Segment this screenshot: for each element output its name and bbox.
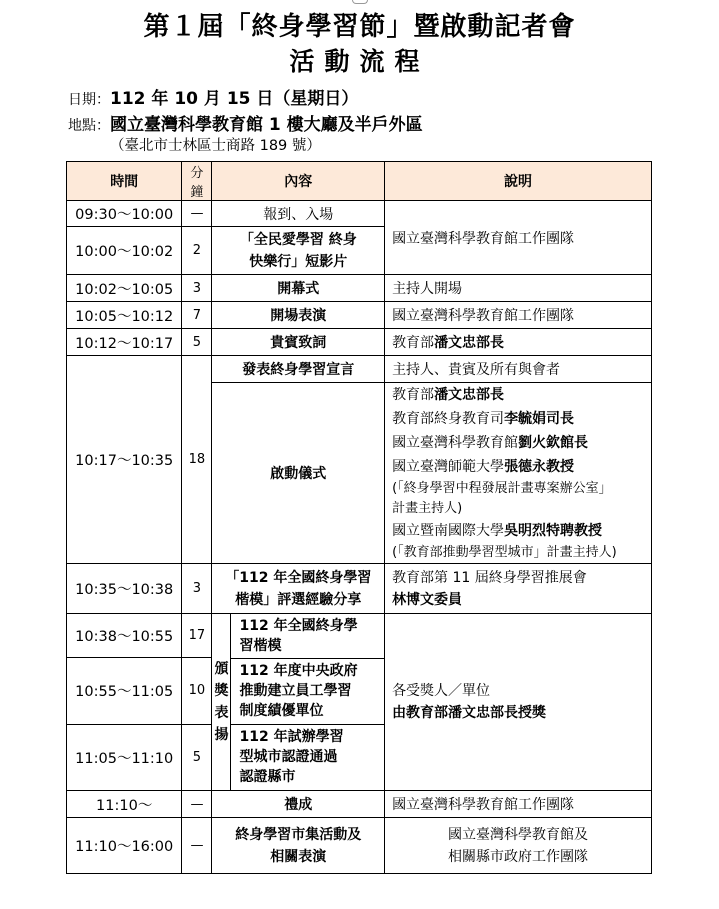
description-line: 教育部第 11 屆終身學習推展會 bbox=[392, 569, 587, 586]
header-minutes: 分鐘 bbox=[182, 162, 212, 201]
participant-line bbox=[392, 455, 648, 479]
description-line: 林博文委員 bbox=[392, 591, 463, 608]
participant-line bbox=[392, 431, 648, 455]
content-cell: 禮成 bbox=[212, 791, 385, 818]
header-description: 說明 bbox=[385, 162, 652, 201]
header-content-cell: 內容 bbox=[212, 162, 385, 201]
award-item bbox=[231, 658, 384, 724]
award-subtable bbox=[212, 614, 384, 790]
time-cell: 11:10～16:00 bbox=[67, 818, 182, 874]
description-cell: 主持人開場 bbox=[385, 275, 652, 302]
minutes-cell: — bbox=[182, 791, 212, 818]
content-line: 快樂行」短影片 bbox=[249, 253, 348, 270]
time-cell: 10:38～10:55 bbox=[67, 614, 182, 658]
time-cell: 10:05～10:12 bbox=[67, 302, 182, 329]
award-item bbox=[231, 614, 384, 658]
participant-line bbox=[392, 407, 648, 431]
table-row bbox=[67, 302, 652, 329]
award-char: 表 bbox=[214, 705, 229, 721]
description-cell bbox=[385, 329, 652, 356]
minutes-cell: 10 bbox=[182, 658, 212, 724]
time-cell: 09:30～10:00 bbox=[67, 201, 182, 227]
description-cell: 國立臺灣科學教育館工作團隊 bbox=[385, 302, 652, 329]
time-cell: 10:35～10:38 bbox=[67, 564, 182, 614]
content-cell: 開幕式 bbox=[212, 275, 385, 302]
time-cell: 11:05～11:10 bbox=[67, 724, 182, 790]
minutes-cell: 18 bbox=[182, 356, 212, 564]
description-cell: 主持人、貴賓及所有與會者 bbox=[385, 356, 652, 383]
description-line: 國立臺灣科學教育館及 bbox=[448, 826, 589, 843]
date-label: 日期： bbox=[68, 92, 110, 108]
content-line: 楷模」評選經驗分享 bbox=[235, 591, 362, 608]
content-cell bbox=[212, 227, 385, 275]
table-row bbox=[67, 275, 652, 302]
minutes-cell: 3 bbox=[182, 275, 212, 302]
description-cell bbox=[385, 564, 652, 614]
award-line: 推動建立員工學習 bbox=[239, 683, 352, 699]
table-row bbox=[67, 614, 652, 658]
award-line: 112 年全國終身學 bbox=[239, 617, 358, 634]
table-row bbox=[67, 356, 652, 383]
content-cell: 啟動儀式 bbox=[212, 383, 385, 564]
table-row bbox=[67, 201, 652, 227]
seal-mark bbox=[352, 0, 368, 4]
speaker-name: 潘文忠部長 bbox=[434, 335, 505, 351]
award-char: 揚 bbox=[214, 727, 229, 743]
participant-name: 吳明烈特聘教授 bbox=[504, 523, 603, 539]
content-line: 「全民愛學習 終身 bbox=[239, 231, 357, 248]
date-value: 112 年 10 月 15 日（星期日） bbox=[110, 89, 359, 109]
award-line: 112 年度中央政府 bbox=[239, 663, 358, 679]
participant-org: 國立臺灣師範大學 bbox=[392, 459, 505, 475]
content-cell: 開場表演 bbox=[212, 302, 385, 329]
participant-line bbox=[392, 519, 648, 543]
minutes-cell: 5 bbox=[182, 329, 212, 356]
content-line: 「112 年全國終身學習 bbox=[225, 569, 372, 586]
participant-name: 張德永教授 bbox=[504, 459, 575, 475]
participant-name: 潘文忠部長 bbox=[434, 387, 505, 403]
address: （臺北市士林區士商路 189 號） bbox=[110, 138, 321, 154]
time-cell: 11:10～ bbox=[67, 791, 182, 818]
time-cell: 10:55～11:05 bbox=[67, 658, 182, 724]
table-header-row bbox=[67, 162, 652, 201]
description-text: 教育部 bbox=[392, 335, 435, 351]
table-row bbox=[67, 818, 652, 874]
participant-org: 教育部 bbox=[392, 387, 435, 403]
participant-note: 計畫主持人) bbox=[392, 501, 463, 516]
participant-note: (「教育部推動學習型城市」計畫主持人) bbox=[392, 545, 617, 560]
table-row bbox=[67, 564, 652, 614]
minutes-cell: 2 bbox=[182, 227, 212, 275]
participant-org: 教育部終身教育司 bbox=[392, 411, 505, 427]
description-cell: 國立臺灣科學教育館工作團隊 bbox=[385, 791, 652, 818]
description-line: 由教育部潘文忠部長授獎 bbox=[392, 705, 547, 721]
award-item bbox=[231, 724, 384, 790]
time-cell: 10:00～10:02 bbox=[67, 227, 182, 275]
description-text: 國立臺灣科學教育館工作團隊 bbox=[392, 230, 575, 247]
award-line: 習楷模 bbox=[239, 637, 282, 654]
description-cell bbox=[385, 818, 652, 874]
award-char: 頒 bbox=[214, 661, 229, 677]
minutes-cell: — bbox=[182, 201, 212, 227]
award-line: 112 年試辦學習 bbox=[239, 729, 344, 746]
page-subtitle: 活動流程 bbox=[289, 47, 430, 76]
description-line: 各受獎人／單位 bbox=[392, 683, 491, 699]
award-line: 制度績優單位 bbox=[239, 703, 324, 719]
award-line: 型城市認證通過 bbox=[239, 749, 338, 766]
participant-org: 國立臺灣科學教育館 bbox=[392, 435, 519, 451]
schedule-table bbox=[66, 161, 652, 874]
content-cell bbox=[212, 818, 385, 874]
participant-name: 劉火欽館長 bbox=[518, 435, 589, 451]
date-line bbox=[68, 84, 358, 109]
content-cell: 貴賓致詞 bbox=[212, 329, 385, 356]
header-time: 時間 bbox=[67, 162, 182, 201]
participant-name: 李毓娟司長 bbox=[504, 411, 575, 427]
content-line: 相關表演 bbox=[270, 848, 327, 865]
time-cell: 10:17～10:35 bbox=[67, 356, 182, 564]
participant-line bbox=[392, 383, 648, 407]
participant-note: (「終身學習中程發展計畫專案辦公室」 bbox=[392, 481, 612, 496]
description-cell bbox=[385, 614, 652, 791]
description-line: 相關縣市政府工作團隊 bbox=[448, 848, 589, 865]
content-line: 終身學習市集活動及 bbox=[235, 826, 362, 843]
time-cell: 10:02～10:05 bbox=[67, 275, 182, 302]
award-char: 獎 bbox=[214, 683, 229, 699]
minutes-cell: 17 bbox=[182, 614, 212, 658]
content-cell: 報到、入場 bbox=[212, 201, 385, 227]
award-label bbox=[212, 614, 231, 790]
table-row bbox=[67, 791, 652, 818]
award-content-cell bbox=[212, 614, 385, 791]
place-value: 國立臺灣科學教育館 1 樓大廳及半戶外區 bbox=[110, 115, 423, 135]
time-cell: 10:12～10:17 bbox=[67, 329, 182, 356]
description-cell bbox=[385, 201, 652, 275]
description-cell bbox=[385, 383, 652, 564]
minutes-cell: 7 bbox=[182, 302, 212, 329]
content-cell bbox=[212, 564, 385, 614]
minutes-cell: 5 bbox=[182, 724, 212, 790]
minutes-cell: 3 bbox=[182, 564, 212, 614]
place-label: 地點： bbox=[68, 118, 110, 134]
page-title: 第１屆「終身學習節」暨啟動記者會 bbox=[143, 12, 576, 42]
participant-org: 國立暨南國際大學 bbox=[392, 523, 505, 539]
minutes-cell: — bbox=[182, 818, 212, 874]
place-line bbox=[68, 110, 423, 135]
table-row bbox=[67, 329, 652, 356]
award-line: 認證縣市 bbox=[239, 769, 296, 786]
content-cell: 發表終身學習宣言 bbox=[212, 356, 385, 383]
